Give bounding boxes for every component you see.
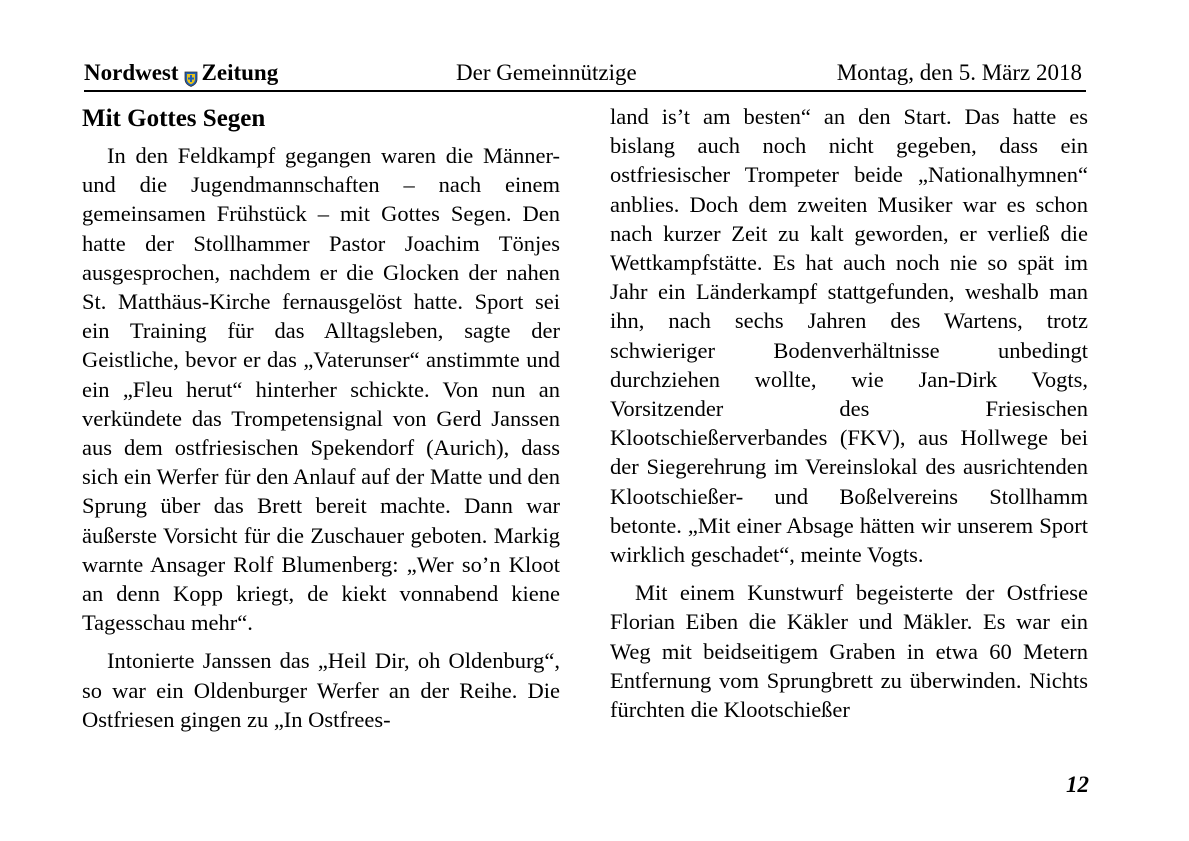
article-paragraph: land is’t am besten“ an den Start. Das hatte es bislang auch noch nicht gegeben, dass ein ostfriesischer Trompeter beide „Nationalhymnen“ anblies. Doch dem zweiten Musiker war es schon nach kurzer Zeit zu kalt geworden, er verließ die Wettkampfstätte. Es hat auch noch nie so spät im Jahr ein Länderkampf stattgefunden, weshalb man ihn, nach sechs Jahren des Wartens, trotz schwieriger Bodenverhältnisse unbedingt durchziehen wollte, wie Jan-Dirk Vogts, Vorsitzender des Friesischen Klootschießerverbandes (FKV), aus Hollwege bei der Siegerehrung im Vereinslokal des ausrichtenden Klootschießer- und Boßelvereins Stollhamm betonte. „Mit einer Absage hätten wir unserem Sport wirklich geschadet“, meinte Vogts. [610,104,1088,568]
article-column-left [82,102,560,734]
article-title: Mit Gottes Segen [82,105,266,132]
brand-name-left: Nordwest [84,60,179,85]
page-header [84,58,1086,88]
coat-of-arms-icon [184,65,198,81]
issue-date: Montag, den 5. März 2018 [836,60,1082,85]
section-title: Der Gemeinnützige [456,60,637,85]
page-number: 12 [1066,772,1089,797]
article-paragraph: Mit einem Kunstwurf begeisterte der Ostfriese Florian Eiben die Käkler und Mäkler. Es war ein Weg mit beidseitigem Graben in etwa 60 Metern Entfernung vom Sprungbrett zu überwinden. Nichts fürchten die Klootschießer [610,580,1088,723]
header-rule [84,90,1086,92]
brand-name-right: Zeitung [201,60,279,85]
article-paragraph: In den Feldkampf gegangen waren die Männer- und die Jugendmannschaften – nach einem gemeinsamen Frühstück – mit Gottes Segen. Den hatte der Stollhammer Pastor Joachim Tönjes ausgesprochen, nachdem er die Glocken der nahen St. Matthäus-Kirche fernausgelöst hatte. Sport sei ein Training für das Alltagsleben, sagte der Geistliche, bevor er das „Vaterunser“ anstimmte und ein „Fleu herut“ hinterher schickte. Von nun an verkündete das Trompetensignal von Gerd Janssen aus dem ostfriesischen Spekendorf (Aurich), dass sich ein Werfer für den Anlauf auf der Matte und den Sprung über das Brett bereit machte. Dann war äußerste Vorsicht für die Zuschauer geboten. Markig warnte Ansager Rolf Blumenberg: „Wer so’n Kloot an denn Kopp kriegt, de kiekt vonnabend kiene Tagesschau mehr“. [82,143,560,636]
newspaper-brand [84,58,278,88]
article-column-right [610,102,1088,724]
article-paragraph: Intonierte Janssen das „Heil Dir, oh Oldenburg“, so war ein Oldenburger Werfer an der Reihe. Die Ostfriesen gingen zu „In Ostfrees- [82,648,560,732]
